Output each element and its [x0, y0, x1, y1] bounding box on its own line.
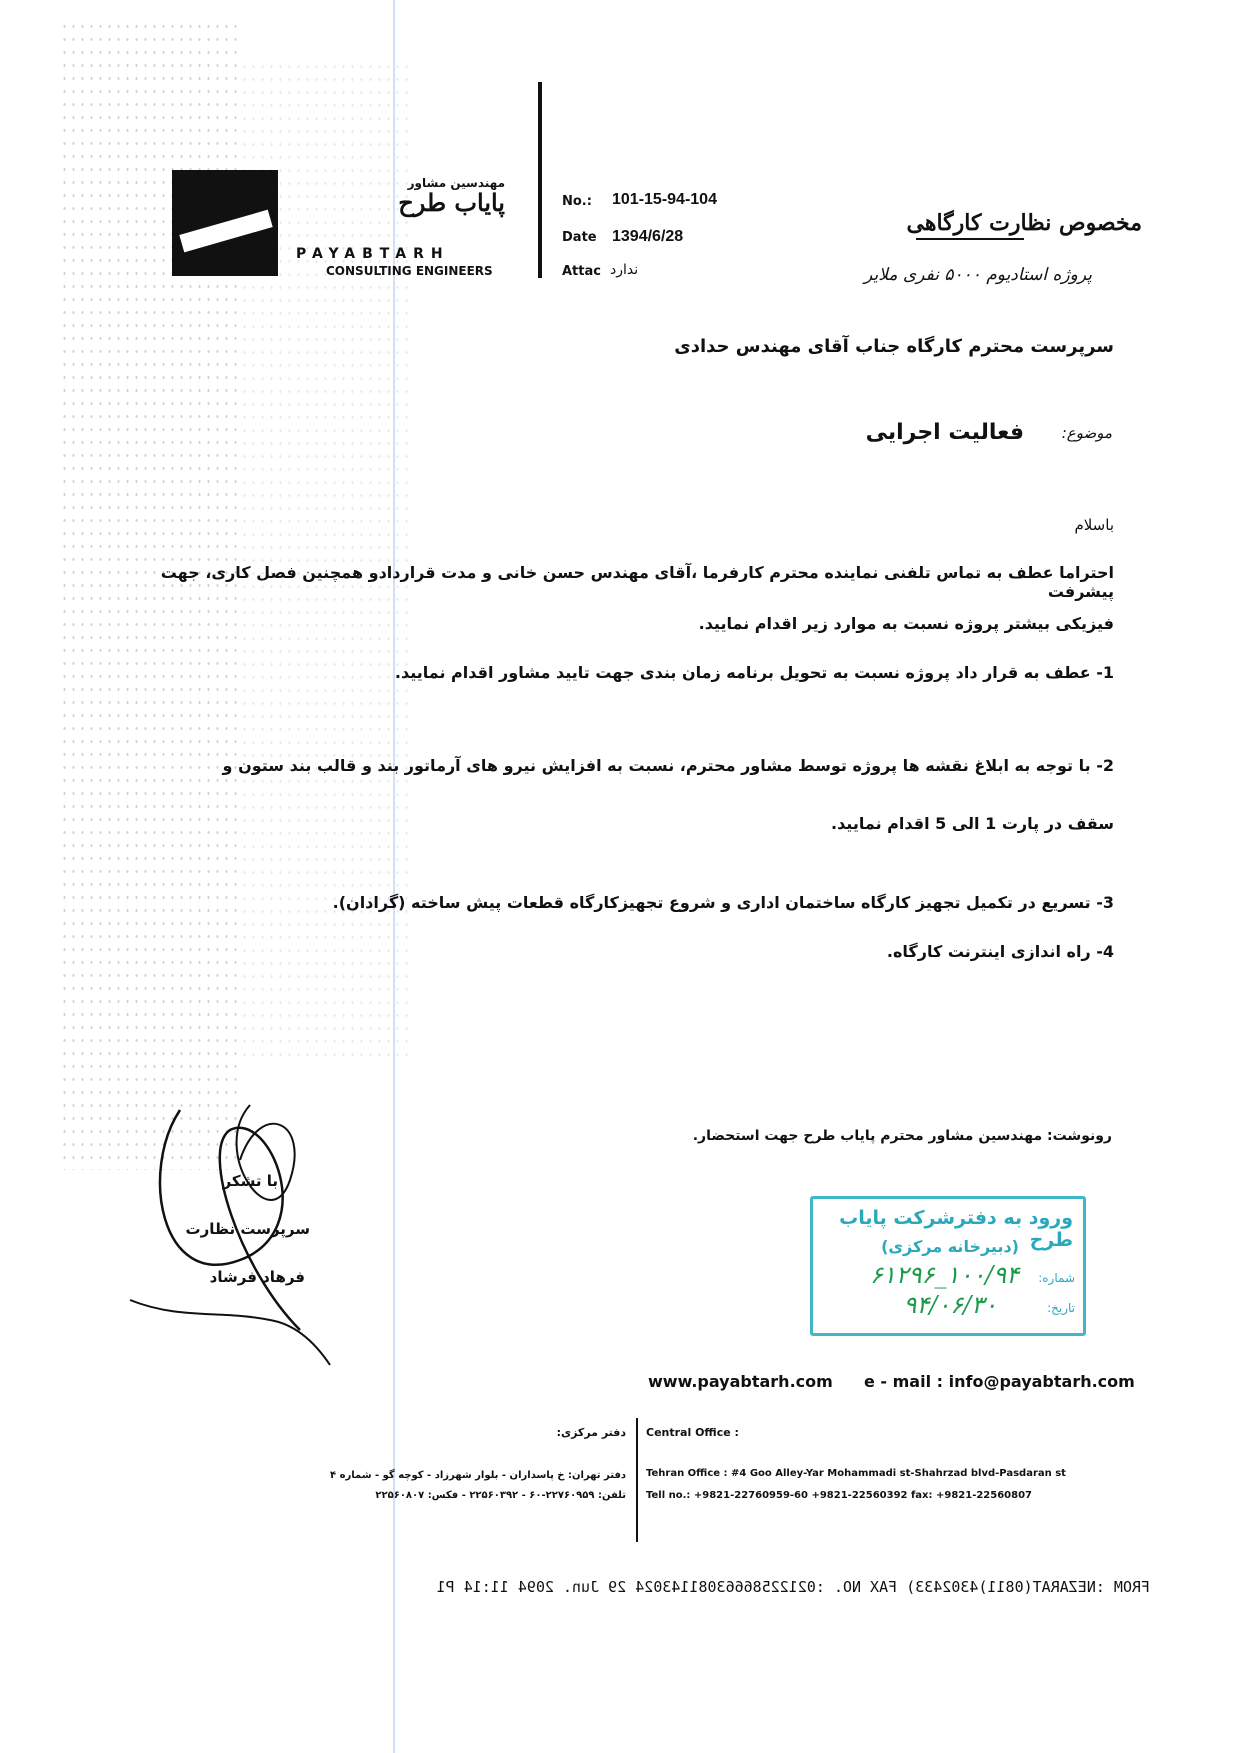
firm-subtitle-en: CONSULTING ENGINEERS: [326, 264, 493, 278]
signature-role: سرپرست نظارت: [185, 1220, 310, 1238]
letter-header-title: مخصوص نظارت کارگاهی: [906, 210, 1142, 236]
stamp-number-value: ۱۰۰/۹۴_۶۱۲۹۶: [870, 1261, 1019, 1289]
letter-date: 1394/6/28: [612, 228, 684, 245]
signature-closing: با تشکر: [222, 1172, 278, 1190]
tehran-office-phone: Tell no.: +9821-22760959-60 +9821-22560392 fax: +9821-22560807: [646, 1490, 1033, 1501]
addressee: سرپرست محترم کارگاه جناب آقای مهندس حدادی: [674, 336, 1114, 357]
registry-stamp: [810, 1196, 1086, 1336]
subject-label: موضوع:: [1061, 424, 1112, 442]
attach-label: Attac: [562, 264, 601, 279]
stamp-date-label: تاریخ:: [1047, 1301, 1075, 1315]
date-label: Date: [562, 230, 597, 245]
hq-label: دفتر مرکزی:: [556, 1426, 626, 1439]
fax-header: FROM :NEZARAT(0811)4302433) FAX NO. :02122586663081143024 29 Jun. 2094 11:14 P1: [436, 1578, 1150, 1596]
salutation: باسلام: [1074, 516, 1114, 534]
stamp-line-1: ورود به دفترشرکت پایاب طرح: [839, 1207, 1073, 1251]
attach-value: ندارد: [610, 262, 639, 278]
firm-logo: [172, 170, 278, 276]
item-1: 1- عطف به قرار داد پروژه نسبت به تحویل برنامه زمان بندی جهت تایید مشاور اقدام نمایید.: [394, 663, 1114, 682]
central-office-label: Central Office :: [646, 1426, 739, 1439]
email-link[interactable]: e - mail : info@payabtarh.com: [864, 1372, 1135, 1391]
intro-line-2: فیزیکی بیشتر پروژه نسبت به موارد زیر اقدام نمایید.: [698, 614, 1114, 633]
firm-name-en: PAYABTARH: [296, 246, 450, 262]
hq-phone: تلفن: ۲۲۷۶۰۹۵۹-۶۰ - ۲۲۵۶۰۳۹۲ - فکس: ۲۲۵۶۰۸۰۷: [375, 1490, 626, 1501]
item-3: 3- تسریع در تکمیل تجهیز کارگاه ساختمان اداری و شروع تجهیزکارگاه قطعات پیش ساخته (گرادان).: [332, 893, 1114, 912]
letter-number: 101-15-94-104: [612, 191, 717, 208]
firm-name-fa: پایاب طرح: [398, 188, 505, 217]
firm-name-fa-small: مهندسین مشاور: [407, 176, 505, 190]
website-link[interactable]: www.payabtarh.com: [648, 1372, 833, 1391]
no-label: No.:: [562, 194, 592, 209]
carbon-copy: رونوشت: مهندسین مشاور محترم پایاب طرح جهت استحضار.: [692, 1128, 1112, 1144]
subject: فعالیت اجرایی: [865, 420, 1024, 445]
item-4: 4- راه اندازی اینترنت کارگاه.: [886, 942, 1114, 961]
header-underline: [916, 238, 1024, 240]
hq-address: دفتر تهران: خ پاسداران - بلوار شهرزاد - کوچه گو - شماره ۴: [330, 1470, 626, 1481]
stamp-number-label: شماره:: [1038, 1271, 1075, 1285]
header-divider: [538, 82, 542, 278]
stamp-line-2: (دبیرخانه مرکزی): [881, 1237, 1019, 1256]
intro-line-1: احتراما عطف به تماس تلفنی نماینده محترم کارفرما ،آقای مهندس حسن خانی و مدت قراردادو همچنین فصل کاری، جهت پیشرفت: [160, 563, 1114, 601]
item-2-line-2: سقف در پارت 1 الی 5 اقدام نمایید.: [830, 814, 1114, 833]
item-2-line-1: 2- با توجه به ابلاغ نقشه ها پروژه توسط مشاور محترم، نسبت به افزایش نیرو های آرماتور بند و قالب بند ستون و: [222, 756, 1114, 775]
signature-name: فرهاد فرشاد: [209, 1268, 305, 1286]
project-name: پروژه استادیوم ۵۰۰۰ نفری ملایر: [864, 265, 1092, 285]
footer-divider: [636, 1418, 638, 1542]
tehran-office-address: Tehran Office : #4 Goo Alley-Yar Mohammadi st-Shahrzad blvd-Pasdaran st: [646, 1468, 1066, 1479]
stamp-date-value: ۹۴/۰۶/۳۰: [903, 1291, 997, 1319]
